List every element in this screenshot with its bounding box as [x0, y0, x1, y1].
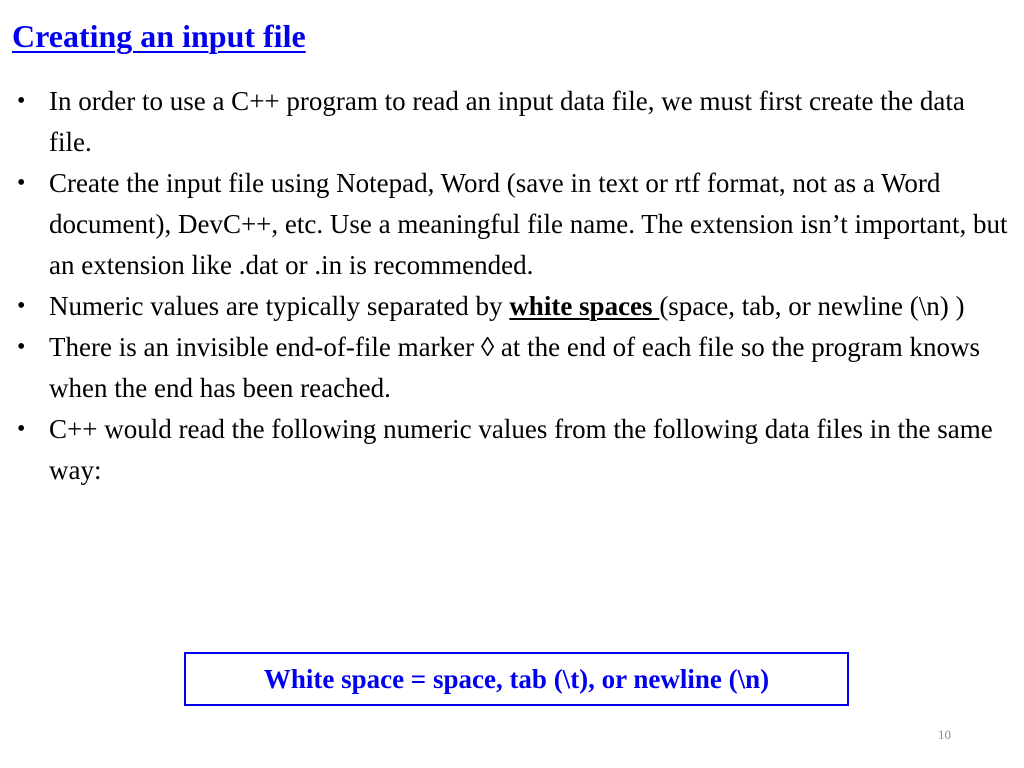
slide-title: Creating an input file [12, 18, 306, 54]
bullet-text: C++ would read the following numeric values from the following data files in the same way: [49, 414, 993, 485]
bullet-list [0, 81, 1010, 491]
bullet-item [0, 409, 1010, 491]
bullet-point-icon: • [17, 88, 26, 114]
bullet-item [0, 81, 1010, 163]
bullet-text-before: Numeric values are typically separated by [49, 291, 510, 321]
bullet-text: Create the input file using Notepad, Word (save in text or rtf format, not as a Word document), DevC++, etc. Use a meaningful file name. The extension isn’t important, but an extension like .dat or .in is recommended. [49, 168, 1008, 280]
bullet-text: In order to use a C++ program to read an input data file, we must first create the data file. [49, 86, 965, 157]
bullet-text: There is an invisible end-of-file marker ◊ at the end of each file so the program knows when the end has been reached. [49, 332, 981, 403]
bullet-text-after: (space, tab, or newline (\n) ) [659, 291, 965, 321]
slide-page-number: 10 [938, 727, 951, 742]
bullet-point-icon: • [17, 293, 26, 319]
bullet-item [0, 286, 1010, 327]
white-spaces-emphasis: white spaces [509, 291, 660, 321]
bullet-point-icon: • [17, 170, 26, 196]
white-space-callout-text: White space = space, tab (\t), or newline (\n) [263, 663, 770, 694]
bullet-item [0, 327, 1010, 409]
bullet-point-icon: • [17, 416, 26, 442]
white-space-callout-box [184, 652, 849, 706]
bullet-point-icon: • [17, 334, 26, 360]
bullet-item [0, 163, 1010, 286]
